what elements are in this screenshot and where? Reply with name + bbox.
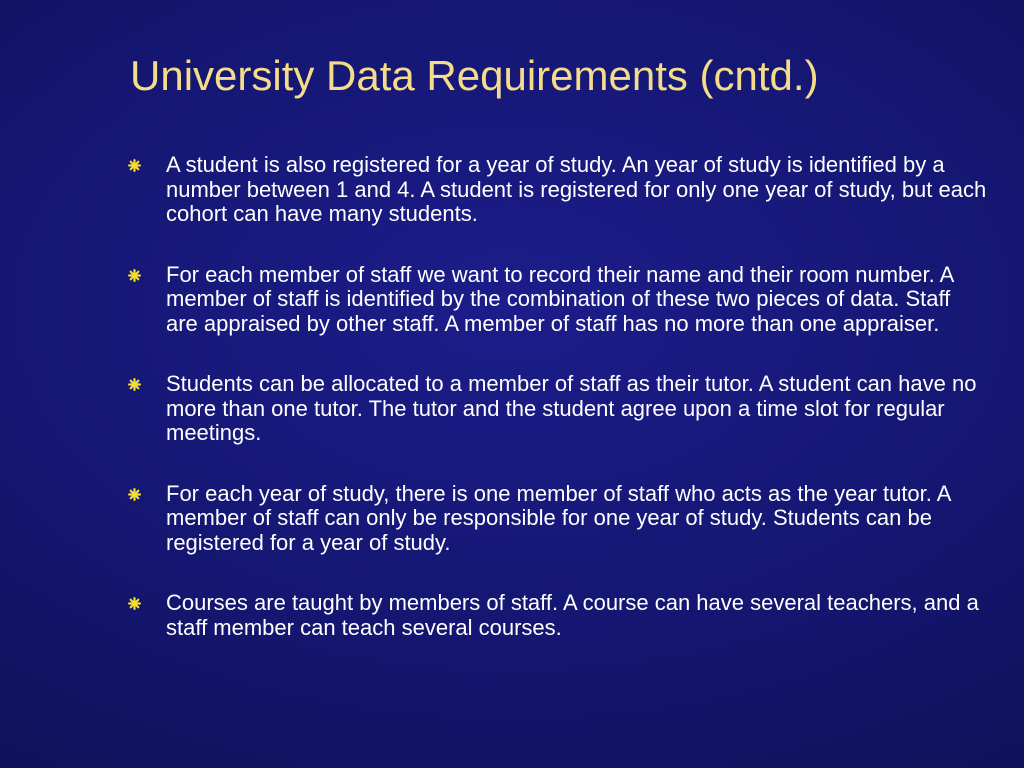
bullet-list (128, 153, 988, 676)
list-item (128, 153, 988, 227)
list-item (128, 591, 988, 640)
slide-title: University Data Requirements (cntd.) (130, 52, 819, 99)
bullet-text: For each member of staff we want to record their name and their room number. A member of staff is identified by the combination of these two pieces of data. Staff are appraised by other staff. A member of staff has no more than one appraiser. (166, 261, 954, 336)
bullet-text: Courses are taught by members of staff. A course can have several teachers, and a staff member can teach several courses. (166, 590, 979, 640)
flower-bullet-icon (128, 488, 141, 501)
flower-bullet-icon (128, 378, 141, 391)
flower-bullet-icon (128, 269, 141, 282)
flower-bullet-icon (128, 159, 141, 172)
list-item (128, 482, 988, 556)
list-item (128, 263, 988, 337)
bullet-text: Students can be allocated to a member of staff as their tutor. A student can have no more than one tutor. The tutor and the student agree upon a time slot for regular meetings. (166, 371, 977, 445)
flower-bullet-icon (128, 597, 141, 610)
bullet-text: A student is also registered for a year of study. An year of study is identified by a number between 1 and 4. A student is registered for only one year of study, but each cohort can have many students. (166, 152, 987, 226)
list-item (128, 372, 988, 446)
bullet-text: For each year of study, there is one member of staff who acts as the year tutor. A member of staff can only be responsible for one year of study. Students can be registered for a year of study. (166, 480, 951, 555)
